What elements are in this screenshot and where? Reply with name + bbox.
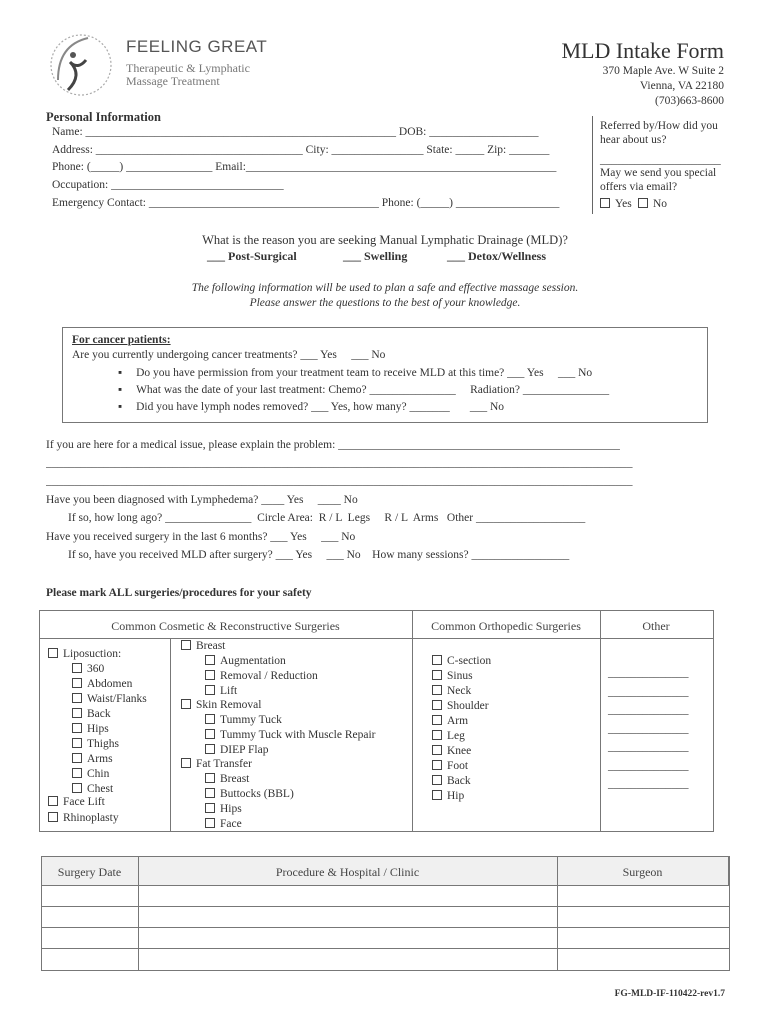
reason-swelling[interactable]: ___ Swelling <box>343 249 408 263</box>
skin-item-label: DIEP Flap <box>220 744 269 756</box>
history-row-line <box>41 948 729 949</box>
lipo-item-label: Waist/Flanks <box>87 693 147 705</box>
cancer-q1[interactable]: Are you currently undergoing cancer treatments? ___ Yes ___ No <box>72 349 386 361</box>
checkbox-icon[interactable] <box>432 670 442 680</box>
checkbox-icon[interactable] <box>72 708 82 718</box>
ortho-item-label: Leg <box>447 730 465 742</box>
cancer-bullet-1[interactable]: ▪ Do you have permission from your treatment team to receive MLD at this time? ___ Yes ___ No <box>118 367 593 379</box>
lipo-item[interactable] <box>72 783 113 795</box>
checkbox-icon[interactable] <box>638 198 648 208</box>
breast-item-label: Augmentation <box>220 655 286 667</box>
other-field[interactable] <box>608 778 689 790</box>
ortho-item[interactable] <box>432 760 468 772</box>
checkbox-icon[interactable] <box>72 693 82 703</box>
history-col-date: Surgery Date <box>57 865 122 879</box>
other-field-label: ______________ <box>608 685 689 698</box>
reason-question: What is the reason you are seeking Manual Lymphatic Drainage (MLD)? <box>202 233 568 247</box>
breast-item[interactable] <box>205 670 318 682</box>
checkbox-icon[interactable] <box>432 730 442 740</box>
lipo-item-label: Chest <box>87 783 114 795</box>
fat-item-label: Hips <box>220 803 242 815</box>
checkbox-icon[interactable] <box>205 655 215 665</box>
form-title: MLD Intake Form <box>561 38 724 63</box>
checkbox-icon[interactable] <box>432 655 442 665</box>
brand-name: FEELING GREAT <box>126 37 268 56</box>
lipo-item[interactable] <box>72 768 109 780</box>
other-field-label: ______________ <box>608 704 689 716</box>
checkbox-icon[interactable] <box>72 663 82 673</box>
rhinoplasty-option[interactable]: Rhinoplasty <box>48 812 119 824</box>
checkbox-icon[interactable] <box>181 640 191 650</box>
fat-item-label: Face <box>220 818 242 830</box>
skin-item-label: Tummy Tuck with Muscle Repair <box>220 729 376 741</box>
history-row-line <box>41 906 729 907</box>
fat-item[interactable] <box>205 773 249 785</box>
ortho-item[interactable] <box>432 715 468 727</box>
skin-removal-option[interactable]: Skin Removal <box>181 699 262 711</box>
ortho-item[interactable] <box>432 700 489 712</box>
special-offers-label: May we send you special <box>600 167 717 179</box>
surgeries-heading: Please mark ALL surgeries/procedures for your safety <box>46 587 312 599</box>
ortho-item[interactable] <box>432 775 471 787</box>
ortho-item-label: Back <box>447 775 471 787</box>
checkbox-icon[interactable] <box>432 745 442 755</box>
checkbox-icon[interactable] <box>48 648 58 658</box>
lipo-item-label: Abdomen <box>87 678 133 690</box>
checkbox-icon[interactable] <box>432 685 442 695</box>
other-field-label: ______________ <box>608 741 689 753</box>
ortho-item[interactable] <box>432 685 471 697</box>
cancer-heading: For cancer patients: <box>72 334 171 346</box>
other-field-label: ______________ <box>608 722 689 735</box>
checkbox-icon[interactable] <box>72 723 82 733</box>
referred-label-2: hear about us? <box>600 134 667 146</box>
checkbox-icon[interactable] <box>205 744 215 754</box>
lipo-item[interactable] <box>72 753 113 765</box>
occupation-row[interactable]: Occupation: ______________________________ <box>52 179 284 191</box>
ortho-item[interactable] <box>432 670 473 682</box>
ortho-item-label: Knee <box>447 745 472 757</box>
lymphedema-howlong[interactable]: If so, how long ago? _______________ Circle Area: R / L Legs R / L Arms Other ___________________ <box>68 512 586 524</box>
other-field[interactable] <box>608 686 689 698</box>
surgery-question[interactable]: Have you received surgery in the last 6 months? ___ Yes ___ No <box>46 531 356 543</box>
other-field-label: ______________ <box>608 667 689 679</box>
address-row[interactable]: Address: ____________________________________ City: ________________ State: _____ Zip: _______ <box>52 144 550 156</box>
col-cosmetic-header: Common Cosmetic & Reconstructive Surgeries <box>111 619 340 633</box>
checkbox-icon[interactable] <box>72 753 82 763</box>
fat-item[interactable] <box>205 803 242 815</box>
lipo-item[interactable] <box>72 738 119 750</box>
col-other-header: Other <box>642 619 670 633</box>
form-code: FG-MLD-IF-110422-rev1.7 <box>614 989 725 999</box>
ortho-item[interactable] <box>432 745 471 757</box>
lymphedema-question[interactable]: Have you been diagnosed with Lymphedema? ____ Yes ____ No <box>46 494 358 506</box>
other-field[interactable] <box>608 667 689 679</box>
skin-item[interactable] <box>205 714 282 726</box>
lipo-item-label: 360 <box>87 663 105 675</box>
checkbox-icon[interactable] <box>72 783 82 793</box>
lipo-item[interactable] <box>72 678 132 690</box>
col-divider-1 <box>412 610 413 831</box>
brand-subtitle-1: Therapeutic & Lymphatic <box>126 61 250 75</box>
skin-item[interactable] <box>205 744 268 756</box>
special-offers-label-2: offers via email? <box>600 181 678 193</box>
ortho-item-label: Foot <box>447 760 469 772</box>
lipo-item[interactable] <box>72 708 111 720</box>
address-line-2: Vienna, VA 22180 <box>639 80 724 92</box>
phone-email-row[interactable]: Phone: (_____) _______________ Email:______________________________________________________ <box>52 161 557 173</box>
lipo-item-label: Thighs <box>87 738 119 750</box>
checkbox-icon[interactable] <box>72 738 82 748</box>
facelift-option[interactable]: Face Lift <box>48 796 105 808</box>
checkbox-icon[interactable] <box>205 729 215 739</box>
breast-item[interactable] <box>205 655 286 667</box>
checkbox-icon[interactable] <box>72 768 82 778</box>
offers-no-option[interactable]: No <box>638 198 667 210</box>
surgeries-header-divider <box>39 638 713 639</box>
other-field-label: ______________ <box>608 778 689 790</box>
office-phone: (703)663-8600 <box>655 95 724 107</box>
ortho-item-label: C-section <box>447 655 492 667</box>
other-field-label: ______________ <box>608 759 689 772</box>
checkbox-icon[interactable] <box>181 699 191 709</box>
info-text-2: Please answer the questions to the best of your knowledge. <box>249 297 521 309</box>
ortho-item-label: Shoulder <box>447 700 489 712</box>
checkbox-icon[interactable] <box>432 700 442 710</box>
cancer-bullet-3[interactable]: ▪ Did you have lymph nodes removed? ___ Yes, how many? _______ ___ No <box>118 401 505 413</box>
fat-item[interactable] <box>205 818 242 830</box>
checkbox-icon[interactable] <box>205 788 215 798</box>
personal-info-heading: Personal Information <box>46 110 161 124</box>
checkbox-icon[interactable] <box>205 803 215 813</box>
medical-issue-line-2[interactable]: ______________________________________________________________________________________________________ <box>46 457 633 469</box>
checkbox-icon[interactable] <box>600 198 610 208</box>
address-line-1: 370 Maple Ave. W Suite 2 <box>602 65 724 77</box>
ortho-item[interactable] <box>432 790 464 802</box>
ortho-item[interactable] <box>432 730 465 742</box>
medical-issue-row[interactable]: If you are here for a medical issue, please explain the problem: _________________________________________________ <box>46 439 620 451</box>
checkbox-icon[interactable] <box>432 760 442 770</box>
lipo-item[interactable] <box>72 723 109 735</box>
emergency-contact-row[interactable]: Emergency Contact: ________________________________________ Phone: (_____) __________________ <box>52 197 560 209</box>
other-field[interactable] <box>608 723 689 735</box>
checkbox-icon[interactable] <box>432 775 442 785</box>
fat-item-label: Breast <box>220 773 250 785</box>
other-field[interactable] <box>608 741 689 753</box>
checkbox-icon[interactable] <box>72 678 82 688</box>
checkbox-icon[interactable] <box>205 670 215 680</box>
history-col-procedure: Procedure & Hospital / Clinic <box>275 865 420 879</box>
info-text-1: The following information will be used to plan a safe and effective massage session. <box>191 282 579 294</box>
ortho-item-label: Sinus <box>447 670 473 682</box>
logo-icon <box>48 30 118 100</box>
history-col-surgeon: Surgeon <box>622 865 663 879</box>
brand-subtitle-2: Massage Treatment <box>126 74 220 88</box>
ortho-item-label: Neck <box>447 685 472 697</box>
history-row-line <box>41 927 729 928</box>
surgeries-table <box>39 610 714 832</box>
checkbox-icon[interactable] <box>432 790 442 800</box>
lipo-item[interactable] <box>72 663 104 675</box>
checkbox-icon[interactable] <box>181 758 191 768</box>
cancer-bullet-2[interactable]: ▪ What was the date of your last treatment: Chemo? _______________ Radiation? _______________ <box>118 384 610 396</box>
referred-field[interactable]: _____________________ <box>600 154 721 166</box>
ortho-item-label: Hip <box>447 790 465 802</box>
lipo-item-label: Chin <box>87 768 110 780</box>
checkbox-icon[interactable] <box>48 796 58 806</box>
breast-item-label: Lift <box>220 685 238 697</box>
col-divider-2 <box>600 610 601 831</box>
other-field[interactable] <box>608 760 689 772</box>
lipo-option[interactable]: Liposuction: <box>48 648 121 660</box>
col-divider-inner <box>170 638 171 831</box>
reason-detox[interactable]: ___ Detox/Wellness <box>447 249 546 263</box>
fat-item-label: Buttocks (BBL) <box>220 788 294 800</box>
breast-item[interactable] <box>205 685 237 697</box>
lipo-item-label: Arms <box>87 753 113 765</box>
skin-item[interactable] <box>205 729 375 741</box>
name-dob-row[interactable]: Name: ______________________________________________________ DOB: ___________________ <box>52 126 539 138</box>
sidebar-divider <box>592 116 593 214</box>
col-ortho-header: Common Orthopedic Surgeries <box>431 619 581 633</box>
reason-post-surgical[interactable]: ___ Post-Surgical <box>207 249 297 263</box>
breast-option[interactable]: Breast <box>181 640 225 652</box>
lipo-item-label: Back <box>87 708 111 720</box>
checkbox-icon[interactable] <box>205 818 215 828</box>
offers-yes-option[interactable]: Yes <box>600 198 632 210</box>
checkbox-icon[interactable] <box>205 714 215 724</box>
checkbox-icon[interactable] <box>205 685 215 695</box>
checkbox-icon[interactable] <box>48 812 58 822</box>
ortho-item[interactable] <box>432 655 491 667</box>
lipo-item[interactable] <box>72 693 147 705</box>
checkbox-icon[interactable] <box>205 773 215 783</box>
other-field[interactable] <box>608 704 689 716</box>
mld-after-surgery[interactable]: If so, have you received MLD after surgery? ___ Yes ___ No How many sessions? _________________ <box>68 549 570 561</box>
lipo-item-label: Hips <box>87 723 109 735</box>
skin-item-label: Tummy Tuck <box>220 714 282 726</box>
referred-label: Referred by/How did you <box>600 120 718 132</box>
checkbox-icon[interactable] <box>432 715 442 725</box>
fat-item[interactable] <box>205 788 294 800</box>
breast-item-label: Removal / Reduction <box>220 670 318 682</box>
ortho-item-label: Arm <box>447 715 469 727</box>
medical-issue-line-3[interactable]: ______________________________________________________________________________________________________ <box>46 475 633 487</box>
fat-transfer-option[interactable]: Fat Transfer <box>181 758 252 770</box>
